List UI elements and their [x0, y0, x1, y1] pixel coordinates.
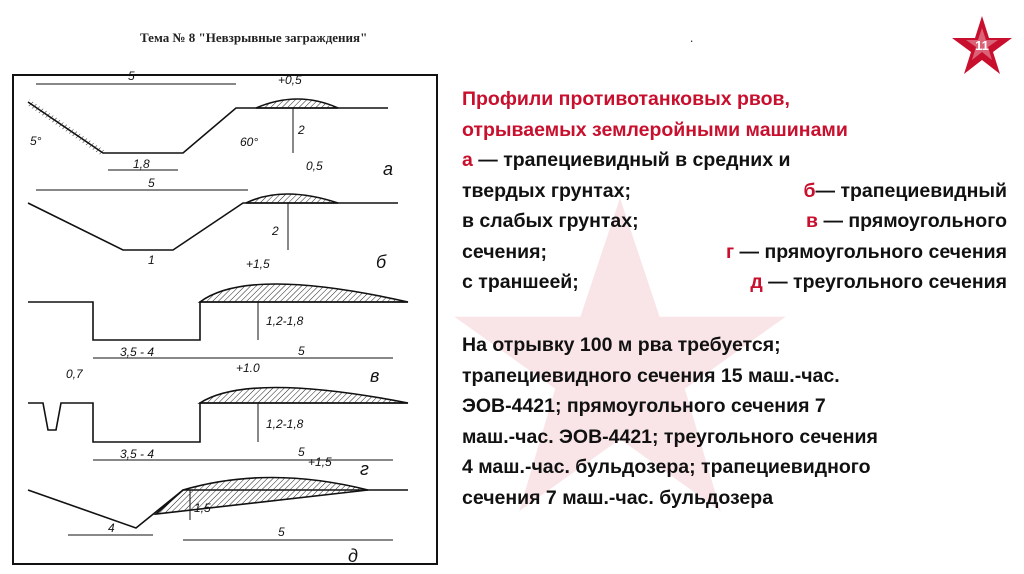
g-spoil-label: 5	[298, 445, 305, 459]
g-bottom-label: 3,5 - 4	[120, 447, 155, 461]
heading-line-2: отрываемых землеройными машинами	[462, 118, 848, 141]
profile-d-triangular	[28, 478, 408, 541]
line4-lead: твердых грунтах;	[462, 179, 631, 202]
heading-line-1: Профили противотанковых рвов,	[462, 88, 790, 110]
a-angle-left: 5°	[30, 134, 42, 148]
para2-line-3: ЭОВ-4421; прямоугольного сечения 7	[462, 395, 826, 417]
v-depth-label: 1,2-1,8	[266, 314, 304, 328]
b-depth-label: 2	[272, 224, 279, 238]
b-width-label: 5	[148, 176, 155, 190]
a-depth-label: 2	[298, 123, 305, 137]
para2-line-4: маш.-час. ЭОВ-4421; треугольного сечения	[462, 425, 878, 448]
v-height-mark: +1,5	[246, 257, 270, 271]
line5-lead: в слабых грунтах;	[462, 210, 639, 232]
b-letter: б	[376, 252, 387, 272]
label-a: а	[462, 149, 473, 171]
v-spoil-label: 5	[298, 344, 305, 358]
a-letter: а	[383, 159, 394, 179]
ditch-profiles-figure	[8, 70, 443, 570]
para2-line-5: 4 маш.-час. бульдозера; трапециевидного	[462, 456, 871, 478]
desc-line-3	[462, 145, 1007, 176]
ditch-profiles-description	[462, 84, 1007, 298]
v-bottom-label: 3,5 - 4	[120, 345, 155, 359]
slide-number: 11	[975, 38, 989, 53]
v-letter: в	[370, 366, 380, 386]
a-height-mark: +0,5	[278, 73, 302, 87]
b-height-mark: 0,5	[306, 159, 323, 173]
d-spoil-label: 5	[278, 525, 285, 539]
line3-rest: — трапециевидный в средних и	[478, 149, 791, 171]
line6-rest: — прямоугольного сечения	[739, 240, 1007, 263]
g-trench-label: 0,7	[66, 367, 83, 381]
machine-hours-paragraph	[462, 330, 1007, 513]
a-width-label: 5	[128, 70, 135, 83]
profile-g-rectangular-trench	[28, 388, 408, 461]
line4-rest: — трапециевидный	[815, 179, 1007, 202]
desc-line-5	[462, 206, 1007, 237]
g-letter: г	[360, 459, 369, 479]
desc-line-6	[462, 237, 1007, 268]
a-angle-right: 60°	[240, 135, 259, 149]
slide-topic-title: Тема № 8 "Невзрывные заграждения"	[140, 30, 368, 45]
a-bottom-label: 1,8	[133, 157, 150, 171]
line5-rest: — прямоугольного	[823, 210, 1007, 232]
b-bottom-label: 1	[148, 253, 155, 267]
desc-line-7	[462, 267, 1007, 298]
d-depth-label: 1,5	[194, 501, 211, 515]
d-height-mark: +1,5	[308, 455, 332, 469]
desc-line-4	[462, 176, 1007, 207]
header-dot: .	[690, 30, 694, 45]
d-letter: д	[348, 546, 358, 566]
profile-b-trapezoid	[28, 190, 398, 250]
para2-line-6: сечения 7 маш.-час. бульдозера	[462, 486, 774, 509]
profile-a-trapezoid	[28, 84, 388, 170]
line7-lead: с траншеей;	[462, 271, 579, 293]
d-bottom-label: 4	[108, 521, 115, 535]
g-height-mark: +1.0	[236, 361, 260, 375]
line6-lead: сечения;	[462, 240, 548, 263]
para2-line-2: трапециевидного сечения 15 маш.-час.	[462, 364, 840, 387]
label-d: д	[750, 271, 763, 293]
para2-line-1: На отрывку 100 м рва требуется;	[462, 334, 781, 356]
label-b: б	[803, 179, 816, 202]
g-depth-label: 1,2-1,8	[266, 417, 304, 431]
line7-rest: — треугольного сечения	[768, 271, 1007, 293]
profile-v-rectangular	[28, 284, 408, 358]
label-v: в	[806, 210, 819, 232]
label-g: г	[725, 240, 735, 263]
